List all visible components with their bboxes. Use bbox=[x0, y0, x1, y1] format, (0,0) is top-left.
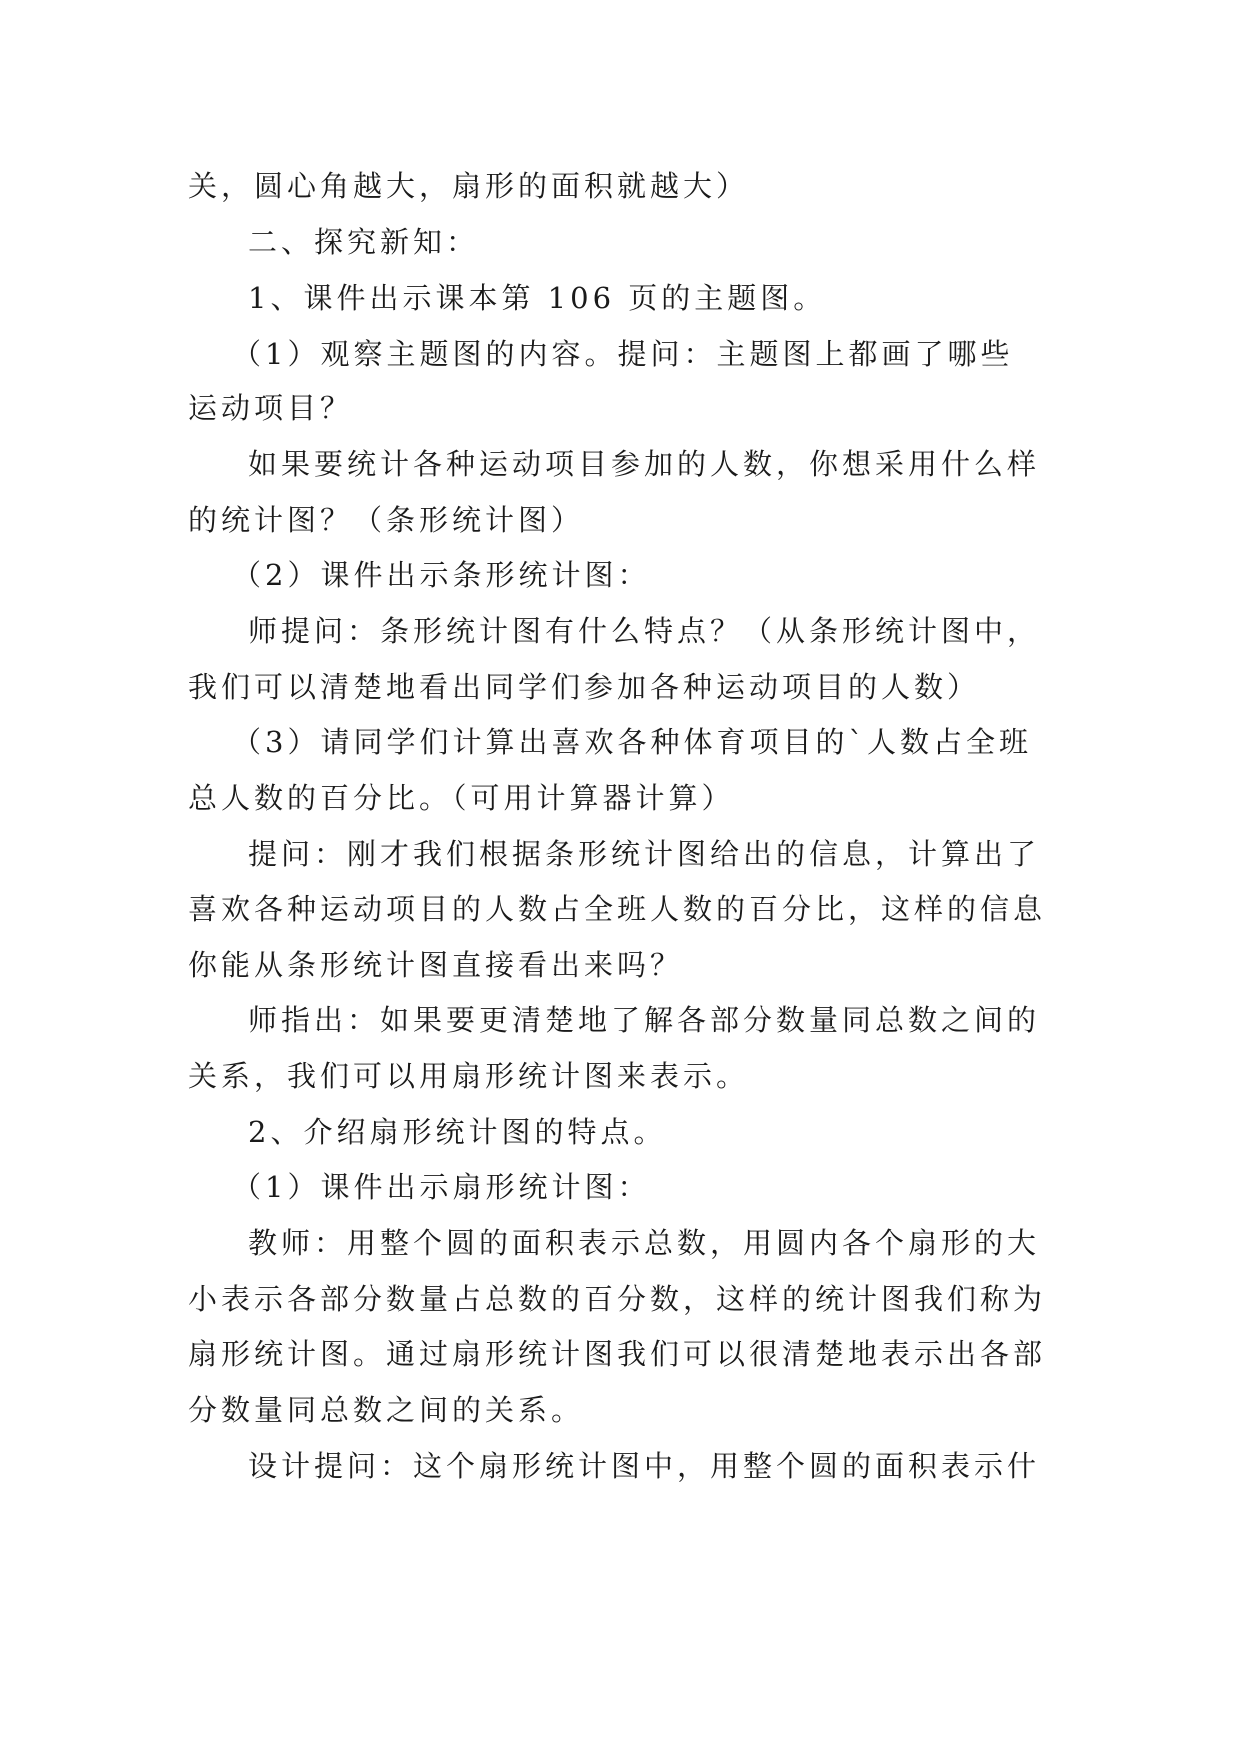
section-heading: 二、探究新知： bbox=[248, 225, 480, 259]
text-line: 师指出：如果要更清楚地了解各部分数量同总数之间的 bbox=[248, 1003, 1041, 1037]
text-line: 关，圆心角越大，扇形的面积就越大） bbox=[188, 169, 750, 203]
text-line: （2）课件出示条形统计图： bbox=[232, 558, 651, 592]
text-line: 设计提问：这个扇形统计图中，用整个圆的面积表示什 bbox=[248, 1449, 1041, 1483]
text-line: （3）请同学们计算出喜欢各种体育项目的`人数占全班 bbox=[232, 725, 1032, 759]
text-line: 1、课件出示课本第 106 页的主题图。 bbox=[248, 281, 827, 315]
text-line: （1）课件出示扇形统计图： bbox=[232, 1170, 651, 1204]
text-line: 你能从条形统计图直接看出来吗？ bbox=[188, 948, 684, 982]
section-heading: 2、介绍扇形统计图的特点。 bbox=[248, 1115, 667, 1149]
text-line: 扇形统计图。通过扇形统计图我们可以很清楚地表示出各部 bbox=[188, 1337, 1047, 1371]
text-line: 如果要统计各种运动项目参加的人数，你想采用什么样 bbox=[248, 447, 1041, 481]
text-line: 小表示各部分数量占总数的百分数，这样的统计图我们称为 bbox=[188, 1282, 1047, 1316]
text-line: 总人数的百分比。（可用计算器计算） bbox=[188, 781, 735, 815]
text-line: 运动项目？ bbox=[188, 391, 354, 425]
text-line: 提问：刚才我们根据条形统计图给出的信息，计算出了 bbox=[248, 837, 1041, 871]
text-line: 关系，我们可以用扇形统计图来表示。 bbox=[188, 1059, 750, 1093]
text-line: 教师：用整个圆的面积表示总数，用圆内各个扇形的大 bbox=[248, 1226, 1041, 1260]
text-line: 喜欢各种运动项目的人数占全班人数的百分比，这样的信息 bbox=[188, 892, 1047, 926]
text-line: 师提问：条形统计图有什么特点？（从条形统计图中， bbox=[248, 614, 1041, 648]
text-line: 分数量同总数之间的关系。 bbox=[188, 1393, 585, 1427]
text-line: 我们可以清楚地看出同学们参加各种运动项目的人数） bbox=[188, 670, 981, 704]
text-line: （1）观察主题图的内容。提问：主题图上都画了哪些 bbox=[232, 337, 1014, 371]
text-line: 的统计图？（条形统计图） bbox=[188, 503, 585, 537]
